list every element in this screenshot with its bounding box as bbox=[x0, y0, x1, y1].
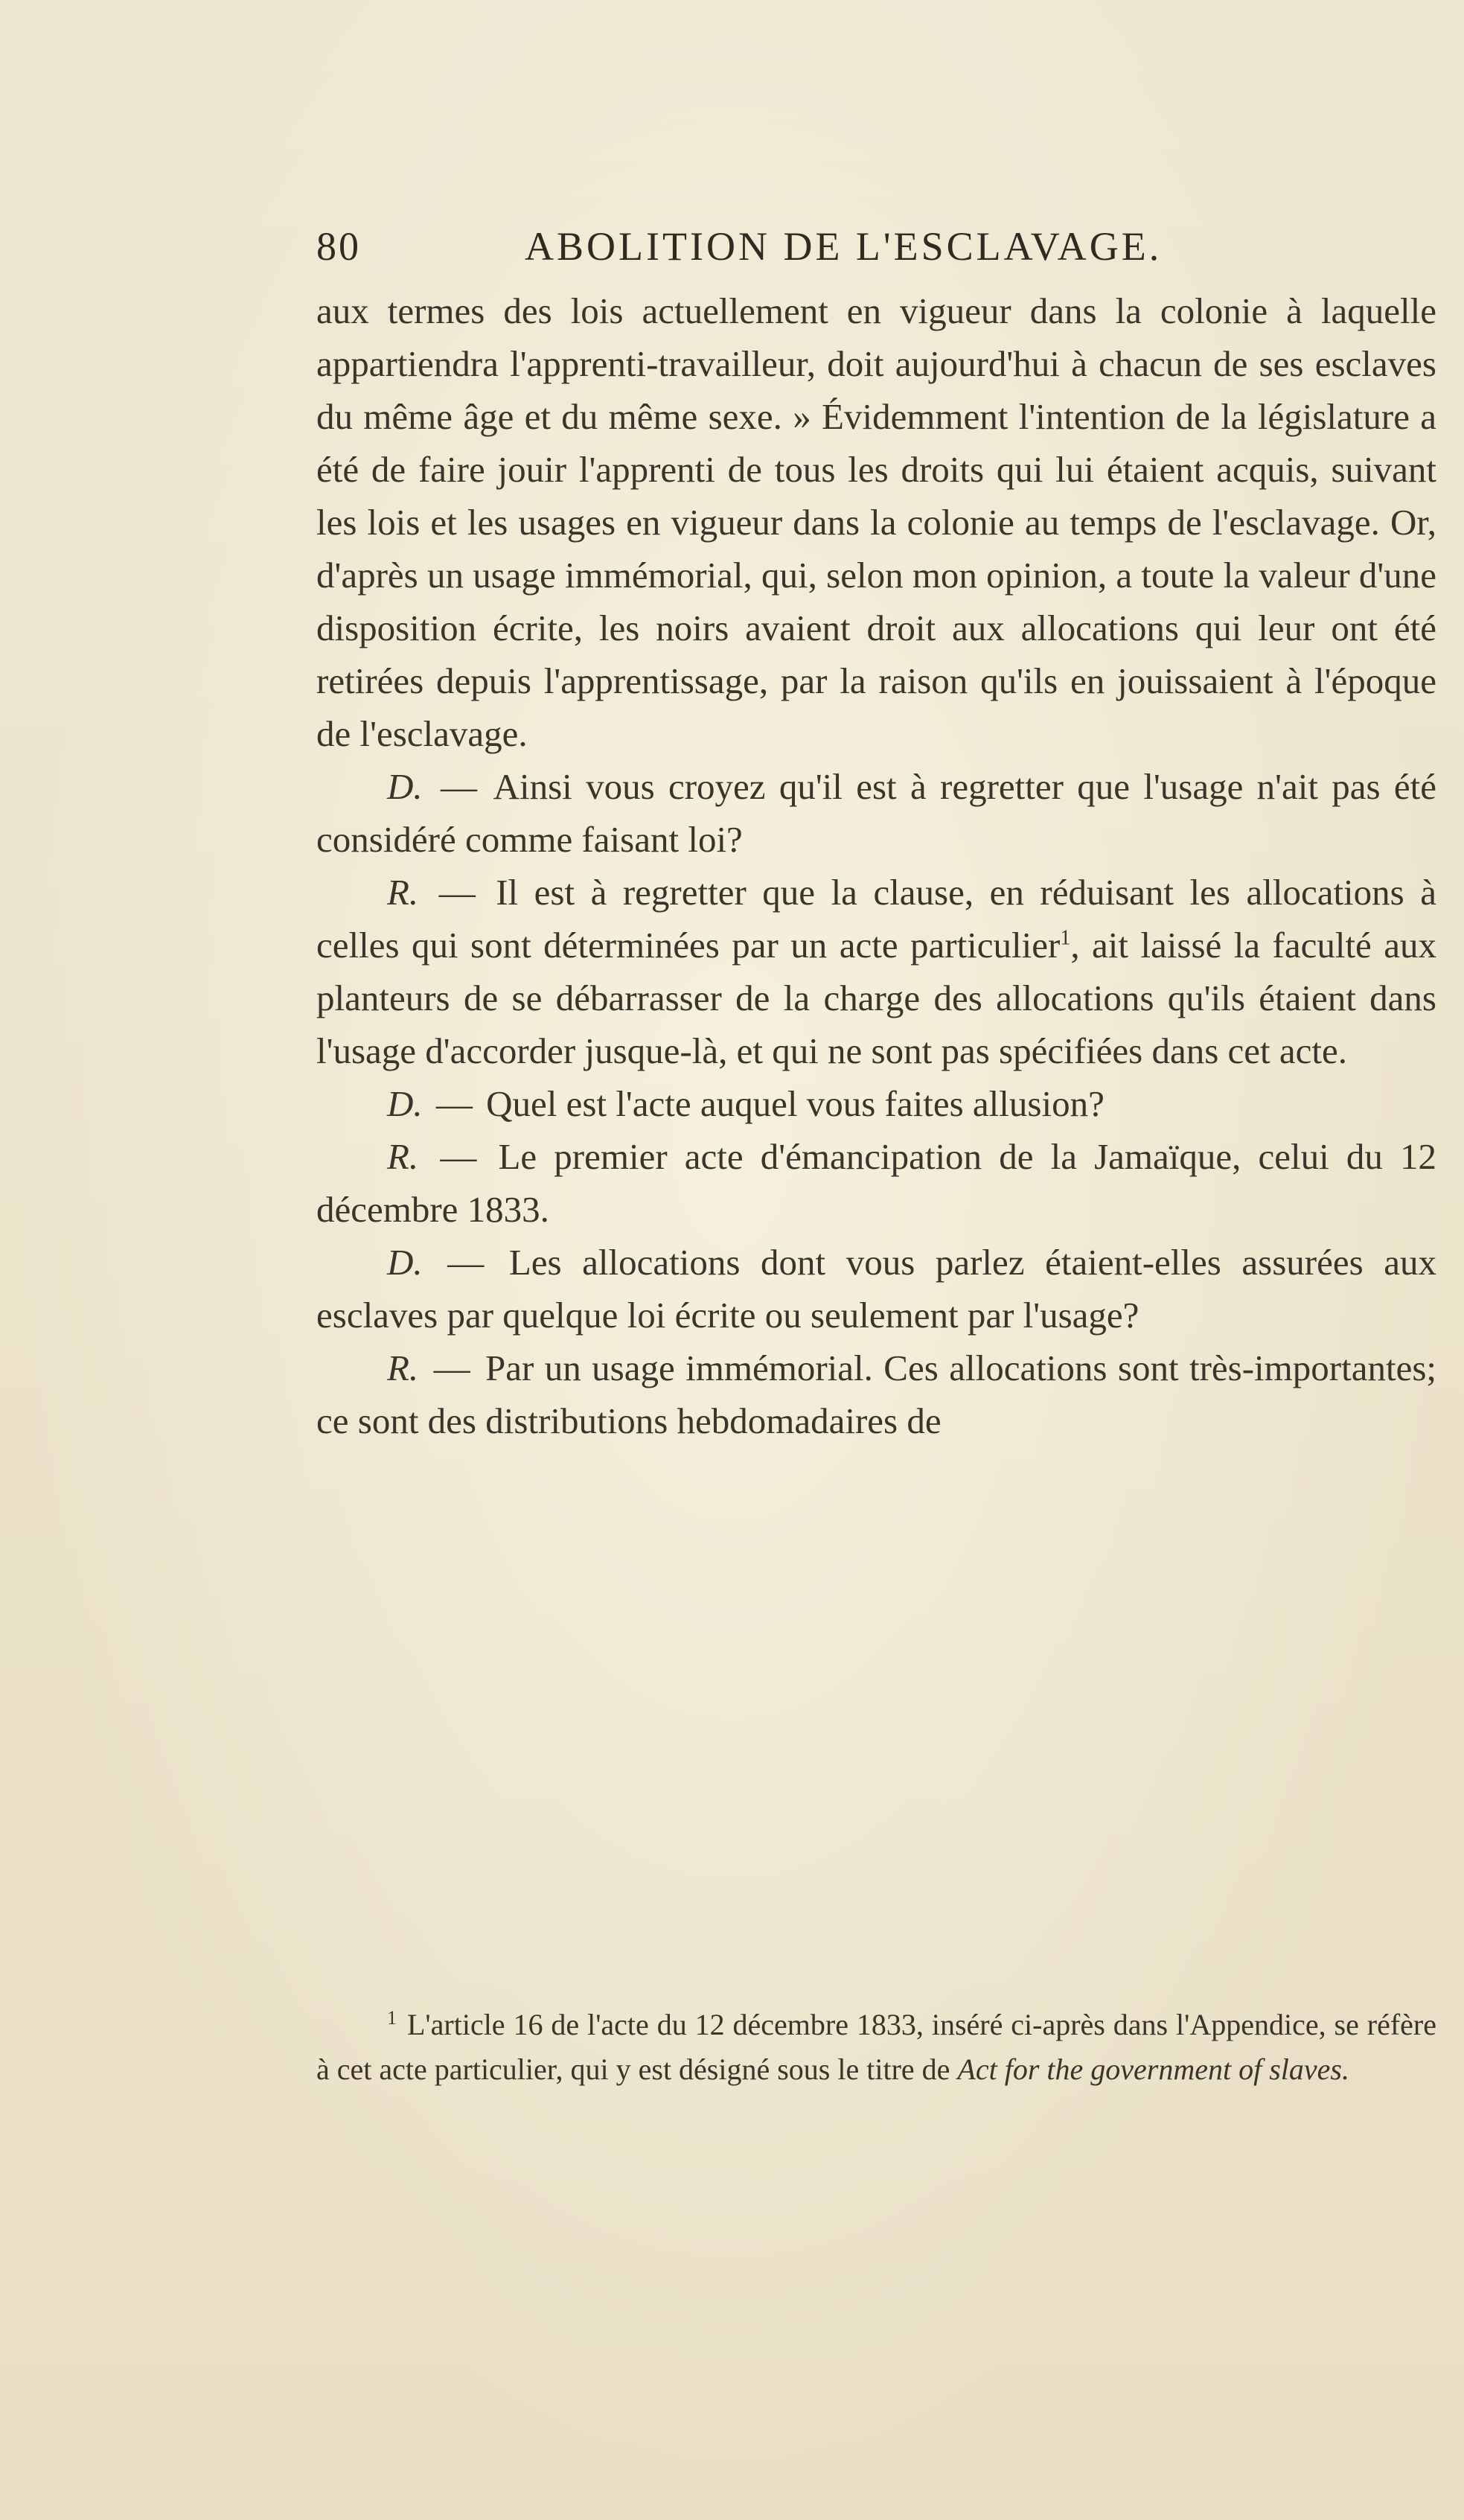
answer-text: Il est à regretter que la clause, en réduisant les allocations à celles qui sont déterminées par un acte particulier bbox=[316, 872, 1436, 966]
speaker-label: D. bbox=[387, 766, 423, 807]
answer-text: Par un usage immémorial. Ces allocations sont très-importantes; ce sont des distributions hebdomadaires de bbox=[316, 1347, 1437, 1441]
answer-3 bbox=[316, 1342, 1436, 1447]
dash: — bbox=[447, 1242, 485, 1283]
answer-1 bbox=[316, 866, 1436, 1077]
footnote-number: 1 bbox=[387, 2006, 397, 2029]
dash: — bbox=[440, 1136, 477, 1177]
speaker-label: D. bbox=[387, 1083, 423, 1124]
body-text bbox=[316, 284, 1436, 1447]
speaker-label: R. bbox=[387, 1347, 419, 1388]
footnotes bbox=[316, 2003, 1436, 2092]
paragraph-continuation: aux termes des lois actuellement en vigueur dans la colonie à laquelle appartiendra l'apprenti-travailleur, doit aujourd'hui à chacun de ses esclaves du même âge et du même sexe. » Évidemment l'intention de la législature a été de faire jouir l'apprenti de tous les droits qui lui étaient acquis, suivant les lois et les usages en vigueur dans la colonie au temps de l'esclavage. Or, d'après un usage immémorial, qui, selon mon opinion, a toute la valeur d'une disposition écrite, les noirs avaient droit aux allocations qui leur ont été retirées depuis l'apprentissage, par la raison qu'ils en jouissaient à l'époque de l'esclavage. bbox=[316, 290, 1437, 754]
question-text: Ainsi vous croyez qu'il est à regretter que l'usage n'ait pas été considéré comme faisant loi? bbox=[316, 766, 1437, 860]
running-title: ABOLITION DE L'ESCLAVAGE. bbox=[525, 224, 1163, 269]
dash: — bbox=[435, 1083, 473, 1124]
answer-text: Le premier acte d'émancipation de la Jamaïque, celui du 12 décembre 1833. bbox=[316, 1136, 1436, 1230]
question-2 bbox=[316, 1077, 1436, 1130]
answer-text-continued: , ait laissé la faculté aux planteurs de se débarrasser de la charge des allocations qu'ils étaient dans l'usage d'accorder jusque-là, et qui ne sont pas spécifiées dans cet acte. bbox=[316, 925, 1436, 1071]
question-text: Quel est l'acte auquel vous faites allusion? bbox=[486, 1083, 1105, 1124]
speaker-label: R. bbox=[387, 1136, 419, 1177]
question-3 bbox=[316, 1236, 1436, 1342]
dash: — bbox=[440, 766, 477, 807]
page-header bbox=[316, 223, 1436, 283]
footnote-reference-mark: 1 bbox=[1060, 926, 1071, 950]
footnote-1 bbox=[316, 2003, 1436, 2092]
page-number: 80 bbox=[316, 224, 361, 269]
footnote-text: L'article 16 de l'acte du 12 décembre 1833, inséré ci-après dans l'Appendice, se réfère à cet acte particulier, qui y est désigné sous le titre de bbox=[316, 2008, 1436, 2086]
speaker-label: R. bbox=[387, 872, 419, 913]
dash: — bbox=[433, 1347, 470, 1388]
speaker-label: D. bbox=[387, 1242, 423, 1283]
answer-2 bbox=[316, 1130, 1436, 1236]
question-1 bbox=[316, 760, 1436, 866]
dash: — bbox=[438, 872, 476, 913]
question-text: Les allocations dont vous parlez étaient-elles assurées aux esclaves par quelque loi écrite ou seulement par l'usage? bbox=[316, 1242, 1437, 1336]
footnote-act-title: Act for the government of slaves. bbox=[957, 2052, 1349, 2086]
